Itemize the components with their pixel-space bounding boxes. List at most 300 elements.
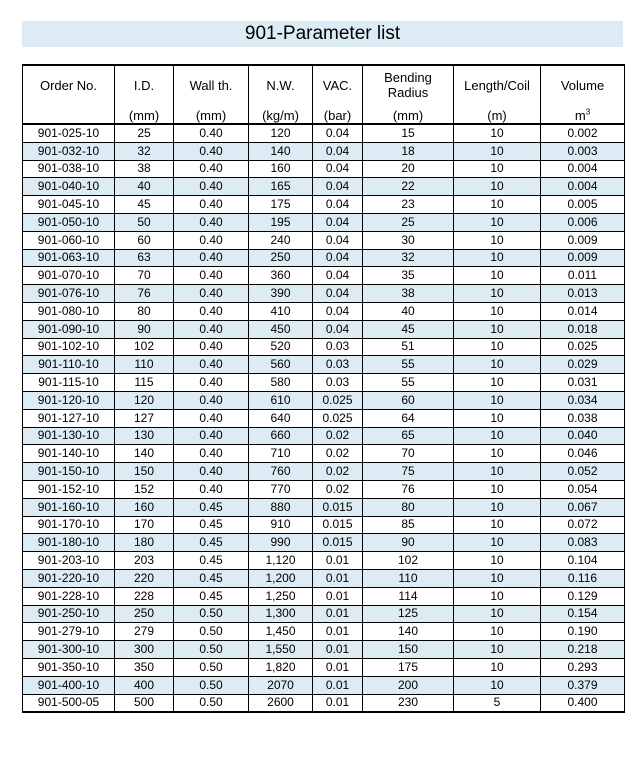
cell-id: 120 <box>115 391 174 409</box>
unit-order-no <box>23 104 115 124</box>
cell-id: 250 <box>115 605 174 623</box>
cell-volume: 0.038 <box>541 409 625 427</box>
cell-vac: 0.04 <box>313 213 363 231</box>
cell-length-coil: 10 <box>454 320 541 338</box>
cell-volume: 0.046 <box>541 445 625 463</box>
cell-length-coil: 10 <box>454 285 541 303</box>
cell-wall-thickness: 0.40 <box>174 178 249 196</box>
unit-volume-base: m <box>574 108 586 123</box>
cell-order-no: 901-050-10 <box>23 213 115 231</box>
cell-vac: 0.02 <box>313 445 363 463</box>
parameter-table <box>22 64 625 713</box>
cell-id: 228 <box>115 587 174 605</box>
cell-nw: 240 <box>249 231 313 249</box>
cell-order-no: 901-040-10 <box>23 178 115 196</box>
table-row <box>23 463 625 481</box>
cell-volume: 0.293 <box>541 658 625 676</box>
cell-vac: 0.04 <box>313 231 363 249</box>
cell-order-no: 901-228-10 <box>23 587 115 605</box>
table-row <box>23 231 625 249</box>
cell-length-coil: 10 <box>454 391 541 409</box>
cell-order-no: 901-115-10 <box>23 374 115 392</box>
cell-wall-thickness: 0.40 <box>174 445 249 463</box>
header-length-coil: Length/Coil <box>454 65 541 104</box>
cell-wall-thickness: 0.40 <box>174 196 249 214</box>
cell-bending-radius: 125 <box>363 605 454 623</box>
table-row <box>23 196 625 214</box>
cell-id: 63 <box>115 249 174 267</box>
cell-order-no: 901-060-10 <box>23 231 115 249</box>
cell-vac: 0.03 <box>313 374 363 392</box>
header-vac: VAC. <box>313 65 363 104</box>
cell-wall-thickness: 0.45 <box>174 552 249 570</box>
cell-wall-thickness: 0.45 <box>174 498 249 516</box>
cell-volume: 0.025 <box>541 338 625 356</box>
cell-vac: 0.02 <box>313 480 363 498</box>
cell-volume: 0.083 <box>541 534 625 552</box>
cell-vac: 0.02 <box>313 427 363 445</box>
cell-wall-thickness: 0.40 <box>174 302 249 320</box>
cell-bending-radius: 90 <box>363 534 454 552</box>
cell-wall-thickness: 0.45 <box>174 569 249 587</box>
cell-nw: 175 <box>249 196 313 214</box>
cell-length-coil: 10 <box>454 302 541 320</box>
cell-volume: 0.009 <box>541 249 625 267</box>
cell-nw: 165 <box>249 178 313 196</box>
cell-nw: 1,550 <box>249 641 313 659</box>
cell-id: 40 <box>115 178 174 196</box>
cell-id: 90 <box>115 320 174 338</box>
cell-order-no: 901-279-10 <box>23 623 115 641</box>
cell-wall-thickness: 0.40 <box>174 320 249 338</box>
cell-order-no: 901-120-10 <box>23 391 115 409</box>
table-row <box>23 516 625 534</box>
unit-volume-exponent: 3 <box>585 107 591 117</box>
cell-bending-radius: 85 <box>363 516 454 534</box>
cell-order-no: 901-250-10 <box>23 605 115 623</box>
cell-length-coil: 10 <box>454 249 541 267</box>
cell-bending-radius: 23 <box>363 196 454 214</box>
cell-id: 102 <box>115 338 174 356</box>
cell-wall-thickness: 0.45 <box>174 516 249 534</box>
cell-id: 400 <box>115 676 174 694</box>
cell-bending-radius: 35 <box>363 267 454 285</box>
cell-volume: 0.029 <box>541 356 625 374</box>
cell-nw: 250 <box>249 249 313 267</box>
cell-nw: 1,450 <box>249 623 313 641</box>
cell-bending-radius: 40 <box>363 302 454 320</box>
cell-wall-thickness: 0.40 <box>174 338 249 356</box>
cell-vac: 0.025 <box>313 409 363 427</box>
cell-volume: 0.067 <box>541 498 625 516</box>
cell-bending-radius: 110 <box>363 569 454 587</box>
cell-length-coil: 10 <box>454 641 541 659</box>
cell-wall-thickness: 0.50 <box>174 658 249 676</box>
table-row <box>23 249 625 267</box>
cell-nw: 1,300 <box>249 605 313 623</box>
cell-vac: 0.04 <box>313 178 363 196</box>
cell-order-no: 901-160-10 <box>23 498 115 516</box>
table-row <box>23 498 625 516</box>
cell-length-coil: 10 <box>454 231 541 249</box>
cell-order-no: 901-045-10 <box>23 196 115 214</box>
cell-vac: 0.04 <box>313 302 363 320</box>
cell-order-no: 901-300-10 <box>23 641 115 659</box>
cell-nw: 560 <box>249 356 313 374</box>
cell-vac: 0.04 <box>313 267 363 285</box>
cell-bending-radius: 55 <box>363 374 454 392</box>
cell-volume: 0.218 <box>541 641 625 659</box>
cell-id: 38 <box>115 160 174 178</box>
cell-vac: 0.04 <box>313 249 363 267</box>
cell-bending-radius: 75 <box>363 463 454 481</box>
cell-volume: 0.018 <box>541 320 625 338</box>
cell-bending-radius: 32 <box>363 249 454 267</box>
header-volume: Volume <box>541 65 625 104</box>
cell-wall-thickness: 0.50 <box>174 605 249 623</box>
header-nw: N.W. <box>249 65 313 104</box>
cell-id: 500 <box>115 694 174 712</box>
cell-length-coil: 10 <box>454 587 541 605</box>
cell-id: 130 <box>115 427 174 445</box>
table-row <box>23 285 625 303</box>
cell-bending-radius: 60 <box>363 391 454 409</box>
cell-id: 279 <box>115 623 174 641</box>
cell-volume: 0.002 <box>541 124 625 142</box>
cell-nw: 360 <box>249 267 313 285</box>
cell-nw: 2070 <box>249 676 313 694</box>
cell-bending-radius: 65 <box>363 427 454 445</box>
cell-vac: 0.015 <box>313 534 363 552</box>
cell-bending-radius: 70 <box>363 445 454 463</box>
cell-nw: 140 <box>249 142 313 160</box>
cell-length-coil: 10 <box>454 676 541 694</box>
cell-id: 203 <box>115 552 174 570</box>
cell-order-no: 901-076-10 <box>23 285 115 303</box>
cell-nw: 390 <box>249 285 313 303</box>
cell-order-no: 901-025-10 <box>23 124 115 142</box>
cell-nw: 450 <box>249 320 313 338</box>
cell-nw: 195 <box>249 213 313 231</box>
cell-order-no: 901-090-10 <box>23 320 115 338</box>
cell-nw: 2600 <box>249 694 313 712</box>
cell-order-no: 901-203-10 <box>23 552 115 570</box>
cell-nw: 910 <box>249 516 313 534</box>
cell-length-coil: 5 <box>454 694 541 712</box>
cell-id: 115 <box>115 374 174 392</box>
cell-length-coil: 10 <box>454 552 541 570</box>
cell-length-coil: 10 <box>454 623 541 641</box>
cell-vac: 0.015 <box>313 516 363 534</box>
unit-length-coil: (m) <box>454 104 541 124</box>
cell-id: 110 <box>115 356 174 374</box>
cell-order-no: 901-400-10 <box>23 676 115 694</box>
cell-id: 152 <box>115 480 174 498</box>
cell-id: 50 <box>115 213 174 231</box>
table-row <box>23 302 625 320</box>
cell-wall-thickness: 0.40 <box>174 142 249 160</box>
cell-vac: 0.04 <box>313 320 363 338</box>
cell-id: 160 <box>115 498 174 516</box>
cell-volume: 0.116 <box>541 569 625 587</box>
cell-wall-thickness: 0.40 <box>174 213 249 231</box>
cell-volume: 0.014 <box>541 302 625 320</box>
table-row <box>23 320 625 338</box>
cell-wall-thickness: 0.40 <box>174 391 249 409</box>
cell-bending-radius: 102 <box>363 552 454 570</box>
cell-nw: 1,820 <box>249 658 313 676</box>
cell-length-coil: 10 <box>454 267 541 285</box>
cell-vac: 0.04 <box>313 142 363 160</box>
units-row <box>23 104 625 124</box>
table-row <box>23 160 625 178</box>
cell-id: 76 <box>115 285 174 303</box>
cell-id: 60 <box>115 231 174 249</box>
cell-wall-thickness: 0.50 <box>174 676 249 694</box>
cell-order-no: 901-102-10 <box>23 338 115 356</box>
table-row <box>23 338 625 356</box>
cell-nw: 160 <box>249 160 313 178</box>
cell-wall-thickness: 0.40 <box>174 285 249 303</box>
cell-bending-radius: 80 <box>363 498 454 516</box>
unit-id: (mm) <box>115 104 174 124</box>
table-body <box>23 124 625 712</box>
cell-length-coil: 10 <box>454 213 541 231</box>
cell-nw: 660 <box>249 427 313 445</box>
cell-vac: 0.01 <box>313 641 363 659</box>
cell-nw: 760 <box>249 463 313 481</box>
cell-nw: 710 <box>249 445 313 463</box>
cell-bending-radius: 55 <box>363 356 454 374</box>
cell-volume: 0.190 <box>541 623 625 641</box>
cell-id: 140 <box>115 445 174 463</box>
table-row <box>23 427 625 445</box>
cell-bending-radius: 38 <box>363 285 454 303</box>
cell-wall-thickness: 0.40 <box>174 231 249 249</box>
cell-length-coil: 10 <box>454 142 541 160</box>
page-title: 901-Parameter list <box>22 21 623 47</box>
cell-bending-radius: 15 <box>363 124 454 142</box>
cell-vac: 0.01 <box>313 552 363 570</box>
cell-vac: 0.03 <box>313 356 363 374</box>
cell-length-coil: 10 <box>454 463 541 481</box>
cell-length-coil: 10 <box>454 374 541 392</box>
cell-order-no: 901-180-10 <box>23 534 115 552</box>
cell-bending-radius: 45 <box>363 320 454 338</box>
cell-length-coil: 10 <box>454 516 541 534</box>
cell-id: 45 <box>115 196 174 214</box>
cell-wall-thickness: 0.50 <box>174 641 249 659</box>
cell-length-coil: 10 <box>454 178 541 196</box>
cell-wall-thickness: 0.40 <box>174 249 249 267</box>
cell-order-no: 901-220-10 <box>23 569 115 587</box>
cell-wall-thickness: 0.40 <box>174 374 249 392</box>
cell-order-no: 901-150-10 <box>23 463 115 481</box>
header-row <box>23 65 625 104</box>
cell-order-no: 901-063-10 <box>23 249 115 267</box>
cell-length-coil: 10 <box>454 534 541 552</box>
table-row <box>23 409 625 427</box>
cell-vac: 0.01 <box>313 605 363 623</box>
cell-vac: 0.04 <box>313 196 363 214</box>
table-row <box>23 374 625 392</box>
cell-volume: 0.400 <box>541 694 625 712</box>
cell-volume: 0.011 <box>541 267 625 285</box>
cell-id: 127 <box>115 409 174 427</box>
cell-nw: 990 <box>249 534 313 552</box>
cell-nw: 610 <box>249 391 313 409</box>
cell-vac: 0.02 <box>313 463 363 481</box>
cell-volume: 0.005 <box>541 196 625 214</box>
cell-order-no: 901-070-10 <box>23 267 115 285</box>
cell-id: 32 <box>115 142 174 160</box>
cell-volume: 0.129 <box>541 587 625 605</box>
table-row <box>23 587 625 605</box>
table-row <box>23 694 625 712</box>
cell-vac: 0.01 <box>313 569 363 587</box>
cell-volume: 0.072 <box>541 516 625 534</box>
cell-id: 350 <box>115 658 174 676</box>
cell-length-coil: 10 <box>454 196 541 214</box>
cell-volume: 0.013 <box>541 285 625 303</box>
cell-wall-thickness: 0.45 <box>174 587 249 605</box>
cell-nw: 640 <box>249 409 313 427</box>
cell-volume: 0.154 <box>541 605 625 623</box>
table-row <box>23 623 625 641</box>
table-row <box>23 569 625 587</box>
cell-vac: 0.01 <box>313 694 363 712</box>
cell-bending-radius: 51 <box>363 338 454 356</box>
cell-vac: 0.04 <box>313 124 363 142</box>
table-row <box>23 391 625 409</box>
table-row <box>23 267 625 285</box>
table-row <box>23 658 625 676</box>
cell-wall-thickness: 0.40 <box>174 427 249 445</box>
cell-order-no: 901-170-10 <box>23 516 115 534</box>
cell-volume: 0.004 <box>541 160 625 178</box>
cell-bending-radius: 18 <box>363 142 454 160</box>
cell-order-no: 901-152-10 <box>23 480 115 498</box>
cell-wall-thickness: 0.40 <box>174 124 249 142</box>
cell-length-coil: 10 <box>454 658 541 676</box>
cell-length-coil: 10 <box>454 338 541 356</box>
cell-bending-radius: 140 <box>363 623 454 641</box>
cell-vac: 0.025 <box>313 391 363 409</box>
cell-wall-thickness: 0.50 <box>174 694 249 712</box>
cell-volume: 0.379 <box>541 676 625 694</box>
cell-order-no: 901-032-10 <box>23 142 115 160</box>
cell-nw: 880 <box>249 498 313 516</box>
cell-id: 300 <box>115 641 174 659</box>
cell-bending-radius: 76 <box>363 480 454 498</box>
cell-volume: 0.052 <box>541 463 625 481</box>
cell-vac: 0.04 <box>313 285 363 303</box>
cell-wall-thickness: 0.40 <box>174 480 249 498</box>
table-row <box>23 641 625 659</box>
table-row <box>23 124 625 142</box>
table-row <box>23 480 625 498</box>
table-row <box>23 213 625 231</box>
table-row <box>23 445 625 463</box>
cell-wall-thickness: 0.40 <box>174 463 249 481</box>
unit-nw: (kg/m) <box>249 104 313 124</box>
cell-length-coil: 10 <box>454 160 541 178</box>
cell-length-coil: 10 <box>454 427 541 445</box>
cell-vac: 0.015 <box>313 498 363 516</box>
cell-id: 25 <box>115 124 174 142</box>
cell-bending-radius: 230 <box>363 694 454 712</box>
cell-volume: 0.104 <box>541 552 625 570</box>
cell-vac: 0.01 <box>313 587 363 605</box>
header-wall-thickness: Wall th. <box>174 65 249 104</box>
cell-nw: 410 <box>249 302 313 320</box>
cell-order-no: 901-500-05 <box>23 694 115 712</box>
table-row <box>23 552 625 570</box>
cell-nw: 770 <box>249 480 313 498</box>
cell-id: 170 <box>115 516 174 534</box>
cell-bending-radius: 64 <box>363 409 454 427</box>
cell-length-coil: 10 <box>454 124 541 142</box>
cell-wall-thickness: 0.40 <box>174 409 249 427</box>
cell-volume: 0.004 <box>541 178 625 196</box>
cell-vac: 0.03 <box>313 338 363 356</box>
header-bending-radius: Bending Radius <box>363 65 454 104</box>
cell-length-coil: 10 <box>454 480 541 498</box>
table-row <box>23 676 625 694</box>
cell-order-no: 901-127-10 <box>23 409 115 427</box>
header-order-no: Order No. <box>23 65 115 104</box>
cell-nw: 580 <box>249 374 313 392</box>
table-row <box>23 142 625 160</box>
cell-vac: 0.01 <box>313 623 363 641</box>
cell-bending-radius: 25 <box>363 213 454 231</box>
cell-id: 150 <box>115 463 174 481</box>
header-id: I.D. <box>115 65 174 104</box>
cell-wall-thickness: 0.50 <box>174 623 249 641</box>
cell-length-coil: 10 <box>454 569 541 587</box>
cell-wall-thickness: 0.45 <box>174 534 249 552</box>
cell-bending-radius: 20 <box>363 160 454 178</box>
cell-bending-radius: 22 <box>363 178 454 196</box>
cell-length-coil: 10 <box>454 409 541 427</box>
cell-bending-radius: 114 <box>363 587 454 605</box>
cell-vac: 0.01 <box>313 676 363 694</box>
cell-length-coil: 10 <box>454 498 541 516</box>
cell-length-coil: 10 <box>454 445 541 463</box>
cell-order-no: 901-080-10 <box>23 302 115 320</box>
cell-order-no: 901-038-10 <box>23 160 115 178</box>
unit-volume <box>541 104 625 124</box>
cell-bending-radius: 175 <box>363 658 454 676</box>
cell-vac: 0.04 <box>313 160 363 178</box>
table-row <box>23 356 625 374</box>
cell-id: 180 <box>115 534 174 552</box>
cell-wall-thickness: 0.40 <box>174 356 249 374</box>
cell-id: 80 <box>115 302 174 320</box>
cell-bending-radius: 30 <box>363 231 454 249</box>
cell-length-coil: 10 <box>454 605 541 623</box>
unit-vac: (bar) <box>313 104 363 124</box>
cell-wall-thickness: 0.40 <box>174 160 249 178</box>
table-row <box>23 534 625 552</box>
cell-volume: 0.006 <box>541 213 625 231</box>
cell-volume: 0.040 <box>541 427 625 445</box>
cell-order-no: 901-140-10 <box>23 445 115 463</box>
cell-nw: 1,250 <box>249 587 313 605</box>
cell-volume: 0.031 <box>541 374 625 392</box>
cell-volume: 0.009 <box>541 231 625 249</box>
unit-bending-radius: (mm) <box>363 104 454 124</box>
